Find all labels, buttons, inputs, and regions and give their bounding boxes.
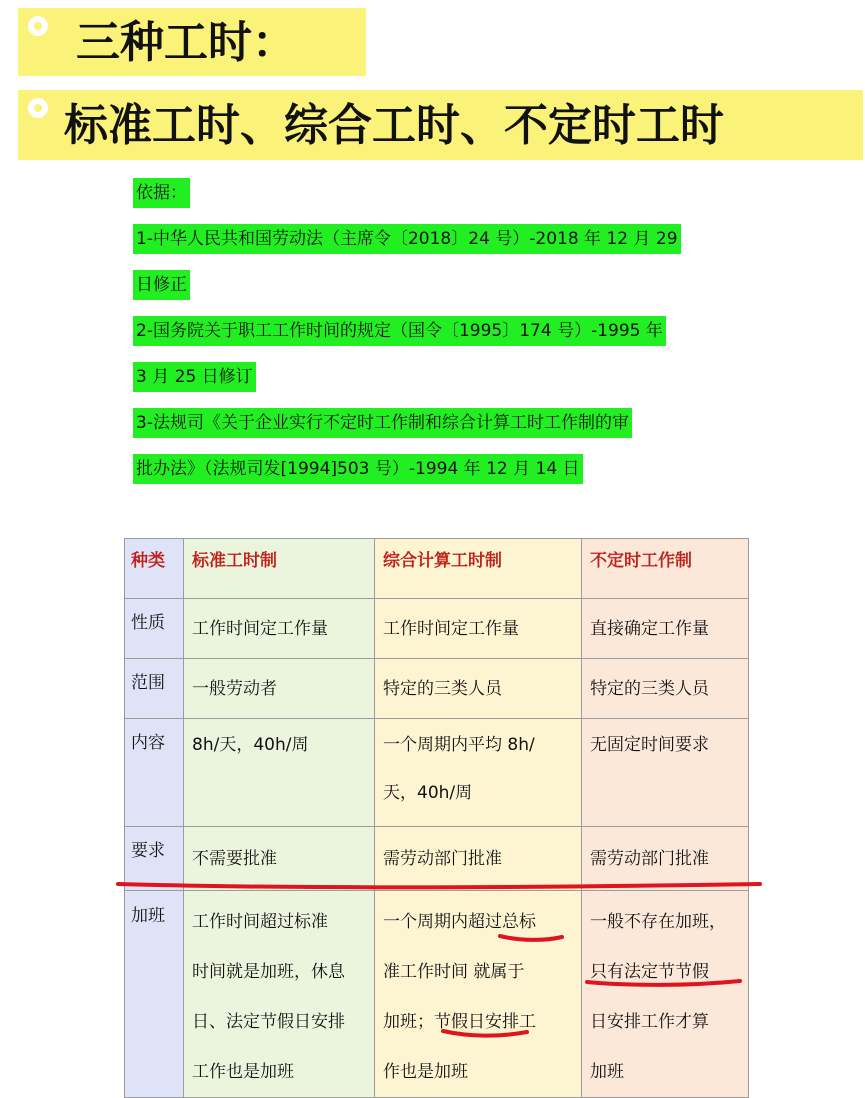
- table-cell: 需劳动部门批准: [582, 827, 749, 891]
- bullet-dot-icon: [28, 16, 48, 36]
- table-cell: 8h/天，40h/周: [184, 719, 375, 827]
- working-hours-comparison-table: [124, 538, 749, 1098]
- basis-line: 批办法》（法规司发[1994]503 号）-1994 年 12 月 14 日: [133, 454, 583, 484]
- title-banner-1: [18, 8, 366, 76]
- header-cell: 不定时工作制: [582, 539, 749, 599]
- table-cell: 不需要批准: [184, 827, 375, 891]
- table-row: [125, 891, 749, 1098]
- table-row: [125, 827, 749, 891]
- table-cell: 需劳动部门批准: [375, 827, 582, 891]
- table-cell: 无固定时间要求: [582, 719, 749, 827]
- basis-line: 3 月 25 日修订: [133, 362, 256, 392]
- table-row: [125, 719, 749, 827]
- table-cell: 一个周期内超过总标 准工作时间 就属于 加班；节假日安排工 作也是加班: [375, 891, 582, 1098]
- table-cell: 一个周期内平均 8h/ 天，40h/周: [375, 719, 582, 827]
- table-cell: 特定的三类人员: [375, 659, 582, 719]
- bullet-dot-icon: [28, 98, 48, 118]
- row-label: 性质: [125, 599, 184, 659]
- table-cell: 一般不存在加班， 只有法定节节假 日安排工作才算 加班: [582, 891, 749, 1098]
- row-label: 加班: [125, 891, 184, 1098]
- header-cell: 综合计算工时制: [375, 539, 582, 599]
- table-cell: 直接确定工作量: [582, 599, 749, 659]
- table-cell: 工作时间定工作量: [375, 599, 582, 659]
- table-cell: 工作时间超过标准 时间就是加班，休息 日、法定节假日安排 工作也是加班: [184, 891, 375, 1098]
- table-header-row: [125, 539, 749, 599]
- table-cell: 特定的三类人员: [582, 659, 749, 719]
- basis-line: 3-法规司《关于企业实行不定时工作制和综合计算工时工作制的审: [133, 408, 632, 438]
- title-line-2: 标准工时、综合工时、不定时工时: [64, 100, 724, 151]
- title-line-1: 三种工时：: [76, 17, 296, 68]
- table-row: [125, 659, 749, 719]
- table-cell: 工作时间定工作量: [184, 599, 375, 659]
- title-banner-2: [18, 90, 863, 160]
- row-label: 要求: [125, 827, 184, 891]
- header-cell: 种类: [125, 539, 184, 599]
- basis-line: 2-国务院关于职工工作时间的规定（国令〔1995〕174 号）-1995 年: [133, 316, 666, 346]
- table-cell: 一般劳动者: [184, 659, 375, 719]
- basis-line-heading: 依据：: [133, 178, 190, 208]
- header-cell: 标准工时制: [184, 539, 375, 599]
- row-label: 内容: [125, 719, 184, 827]
- row-label: 范围: [125, 659, 184, 719]
- basis-line: 1-中华人民共和国劳动法（主席令〔2018〕24 号）-2018 年 12 月 29: [133, 224, 681, 254]
- basis-line: 日修正: [133, 270, 190, 300]
- table-row: [125, 599, 749, 659]
- basis-block: [133, 172, 753, 494]
